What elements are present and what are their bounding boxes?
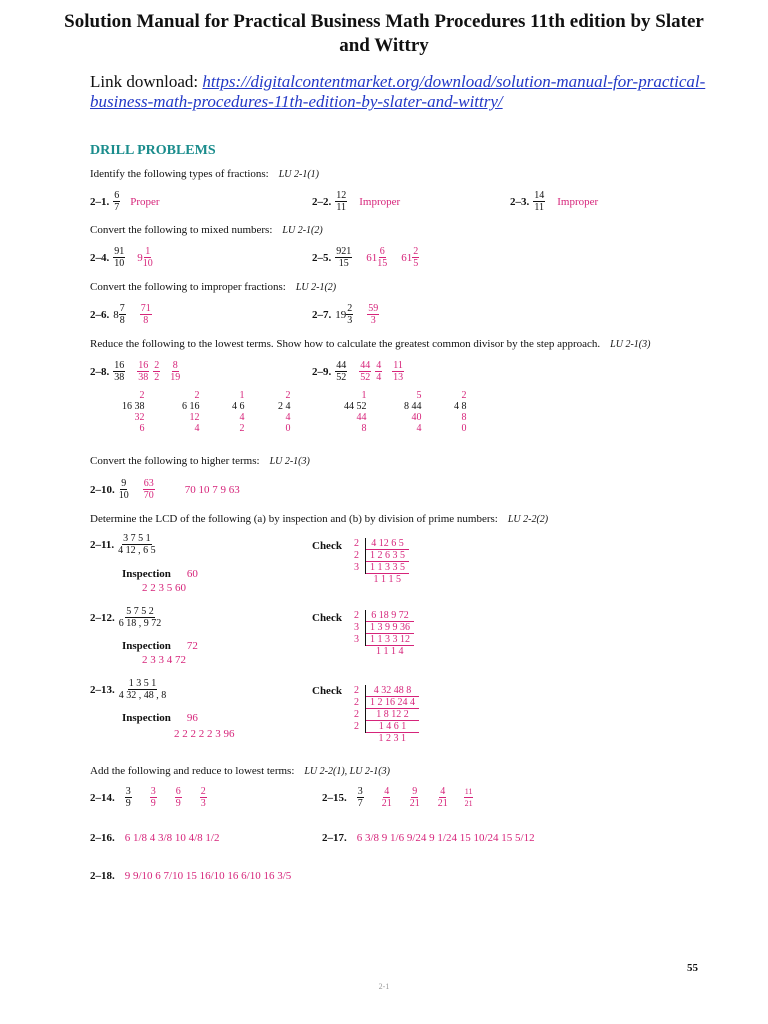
p13-inspection-work: 2 2 2 2 2 3 96 <box>174 728 235 740</box>
p9-step3: 2 4 8 8 0 <box>454 390 467 434</box>
download-link-line1 <box>90 72 705 92</box>
problem-2-15: 2–15. $\frac{3}{7}$ $\frac{4}{21}$ $\frac{9}{21}$ $\frac{4}{21}$ $\frac{11}{21}$ <box>322 786 473 809</box>
p8-step1: 2 16 38 32 6 <box>122 390 145 434</box>
p11-inspection-work: 2 2 3 5 60 <box>142 582 186 594</box>
problem-2-4: 2–4. $\frac{91}{10}$ 9 $\frac{1}{10}$ <box>90 246 153 269</box>
problem-2-2: 2–2. $\frac{12}{11}$ Improper <box>312 190 401 213</box>
p11-check-label: Check <box>312 540 342 552</box>
problem-2-13: 2–13. $\frac{1 3 5 1}{4 32 , 48 , 8}$ <box>90 678 167 701</box>
problem-2-10: 2–10. $\frac{9}{10}$ $\frac{63}{70}$ 70 10 7 9 63 <box>90 478 240 501</box>
problem-2-5: 2–5. $\frac{921}{15}$ 61 $\frac{6}{15}$ 61 $\frac{2}{5}$ <box>312 246 419 269</box>
problem-2-9: 2–9. $\frac{44}{52}$ $\frac{44}{52}$ $\frac{4}{4}$ $\frac{11}{13}$ <box>312 360 404 383</box>
footer-label: 2-1 <box>378 982 390 991</box>
download-link[interactable]: https://digitalcontentmarket.org/download/solution-manual-for-practical- <box>202 72 706 91</box>
page-number: 55 <box>687 962 698 974</box>
problem-2-11: 2–11. $\frac{3 7 5 1}{4 12 , 6 5}$ <box>90 533 156 556</box>
problem-2-3: 2–3. $\frac{14}{11}$ Improper <box>510 190 599 213</box>
p9-step1: 1 44 52 44 8 <box>344 390 367 434</box>
download-link-line2 <box>90 92 503 112</box>
title-line1: Solution Manual for Practical Business Math Procedures 11th edition by Slater <box>64 11 704 32</box>
p8-step4: 2 2 4 4 0 <box>278 390 291 434</box>
problem-2-7: 2–7. 19 $\frac{2}{3}$ $\frac{59}{3}$ <box>312 303 379 326</box>
problem-2-17: 2–17. 6 3/8 9 1/6 9/24 9 1/24 15 10/24 15 5/12 <box>322 832 535 844</box>
instr-types: Identify the following types of fractions: LU 2-1(1) <box>90 168 319 180</box>
instr-reduce: Reduce the following to the lowest terms. Show how to calculate the greatest common divisor by the step approach. LU 2-1(3) <box>90 338 651 350</box>
problem-2-12: 2–12. $\frac{5 7 5 2}{6 18 , 9 72}$ <box>90 606 162 629</box>
p12-inspection: Inspection 72 <box>122 640 198 652</box>
p13-check-table: 2 4 32 48 8 2 1 2 16 24 4 2 1 8 12 2 2 1 4 6 1 1 2 3 1 <box>350 685 419 744</box>
title-line2: and Wittry <box>339 35 429 56</box>
problem-2-18: 2–18. 9 9/10 6 7/10 15 16/10 16 6/10 16 3/5 <box>90 870 292 882</box>
p9-step2: 5 8 44 40 4 <box>404 390 422 434</box>
problem-2-8: 2–8. $\frac{16}{38}$ $\frac{16}{38}$ $\frac{2}{2}$ $\frac{8}{19}$ <box>90 360 181 383</box>
instr-add: Add the following and reduce to lowest terms: LU 2-2(1), LU 2-1(3) <box>90 765 390 777</box>
problem-2-6: 2–6. 8 $\frac{7}{8}$ $\frac{71}{8}$ <box>90 303 151 326</box>
instr-higher: Convert the following to higher terms: LU 2-1(3) <box>90 455 310 467</box>
p8-step2: 2 6 16 12 4 <box>182 390 200 434</box>
p12-check-table: 2 6 18 9 72 3 1 3 9 9 36 3 1 1 3 3 12 1 1 1 4 <box>350 610 414 657</box>
p11-inspection: Inspection 60 <box>122 568 198 580</box>
download-link-cont[interactable]: business-math-procedures-11th-edition-by-slater-and-wittry/ <box>90 92 503 111</box>
instr-lcd: Determine the LCD of the following (a) by inspection and (b) by division of prime numbers: LU 2-2(2) <box>90 513 549 525</box>
p8-step3: 1 4 6 4 2 <box>232 390 245 434</box>
p12-inspection-work: 2 3 3 4 72 <box>142 654 186 666</box>
instr-improper: Convert the following to improper fractions: LU 2-1(2) <box>90 281 337 293</box>
p11-check-table: 2 4 12 6 5 2 1 2 6 3 5 3 1 1 3 3 5 1 1 1 5 <box>350 538 409 585</box>
problem-2-14: 2–14. $\frac{3}{9}$ $\frac{3}{9}$ $\frac{6}{9}$ $\frac{2}{3}$ <box>90 786 206 809</box>
problem-2-1: 2–1. $\frac{6}{7}$ Proper <box>90 190 160 213</box>
instr-mixed: Convert the following to mixed numbers: LU 2-1(2) <box>90 224 323 236</box>
p13-inspection: Inspection 96 <box>122 712 198 724</box>
link-label: Link download: <box>90 72 199 91</box>
problem-2-16: 2–16. 6 1/8 4 3/8 10 4/8 1/2 <box>90 832 220 844</box>
section-title: DRILL PROBLEMS <box>90 143 216 158</box>
p13-check-label: Check <box>312 685 342 697</box>
p12-check-label: Check <box>312 612 342 624</box>
